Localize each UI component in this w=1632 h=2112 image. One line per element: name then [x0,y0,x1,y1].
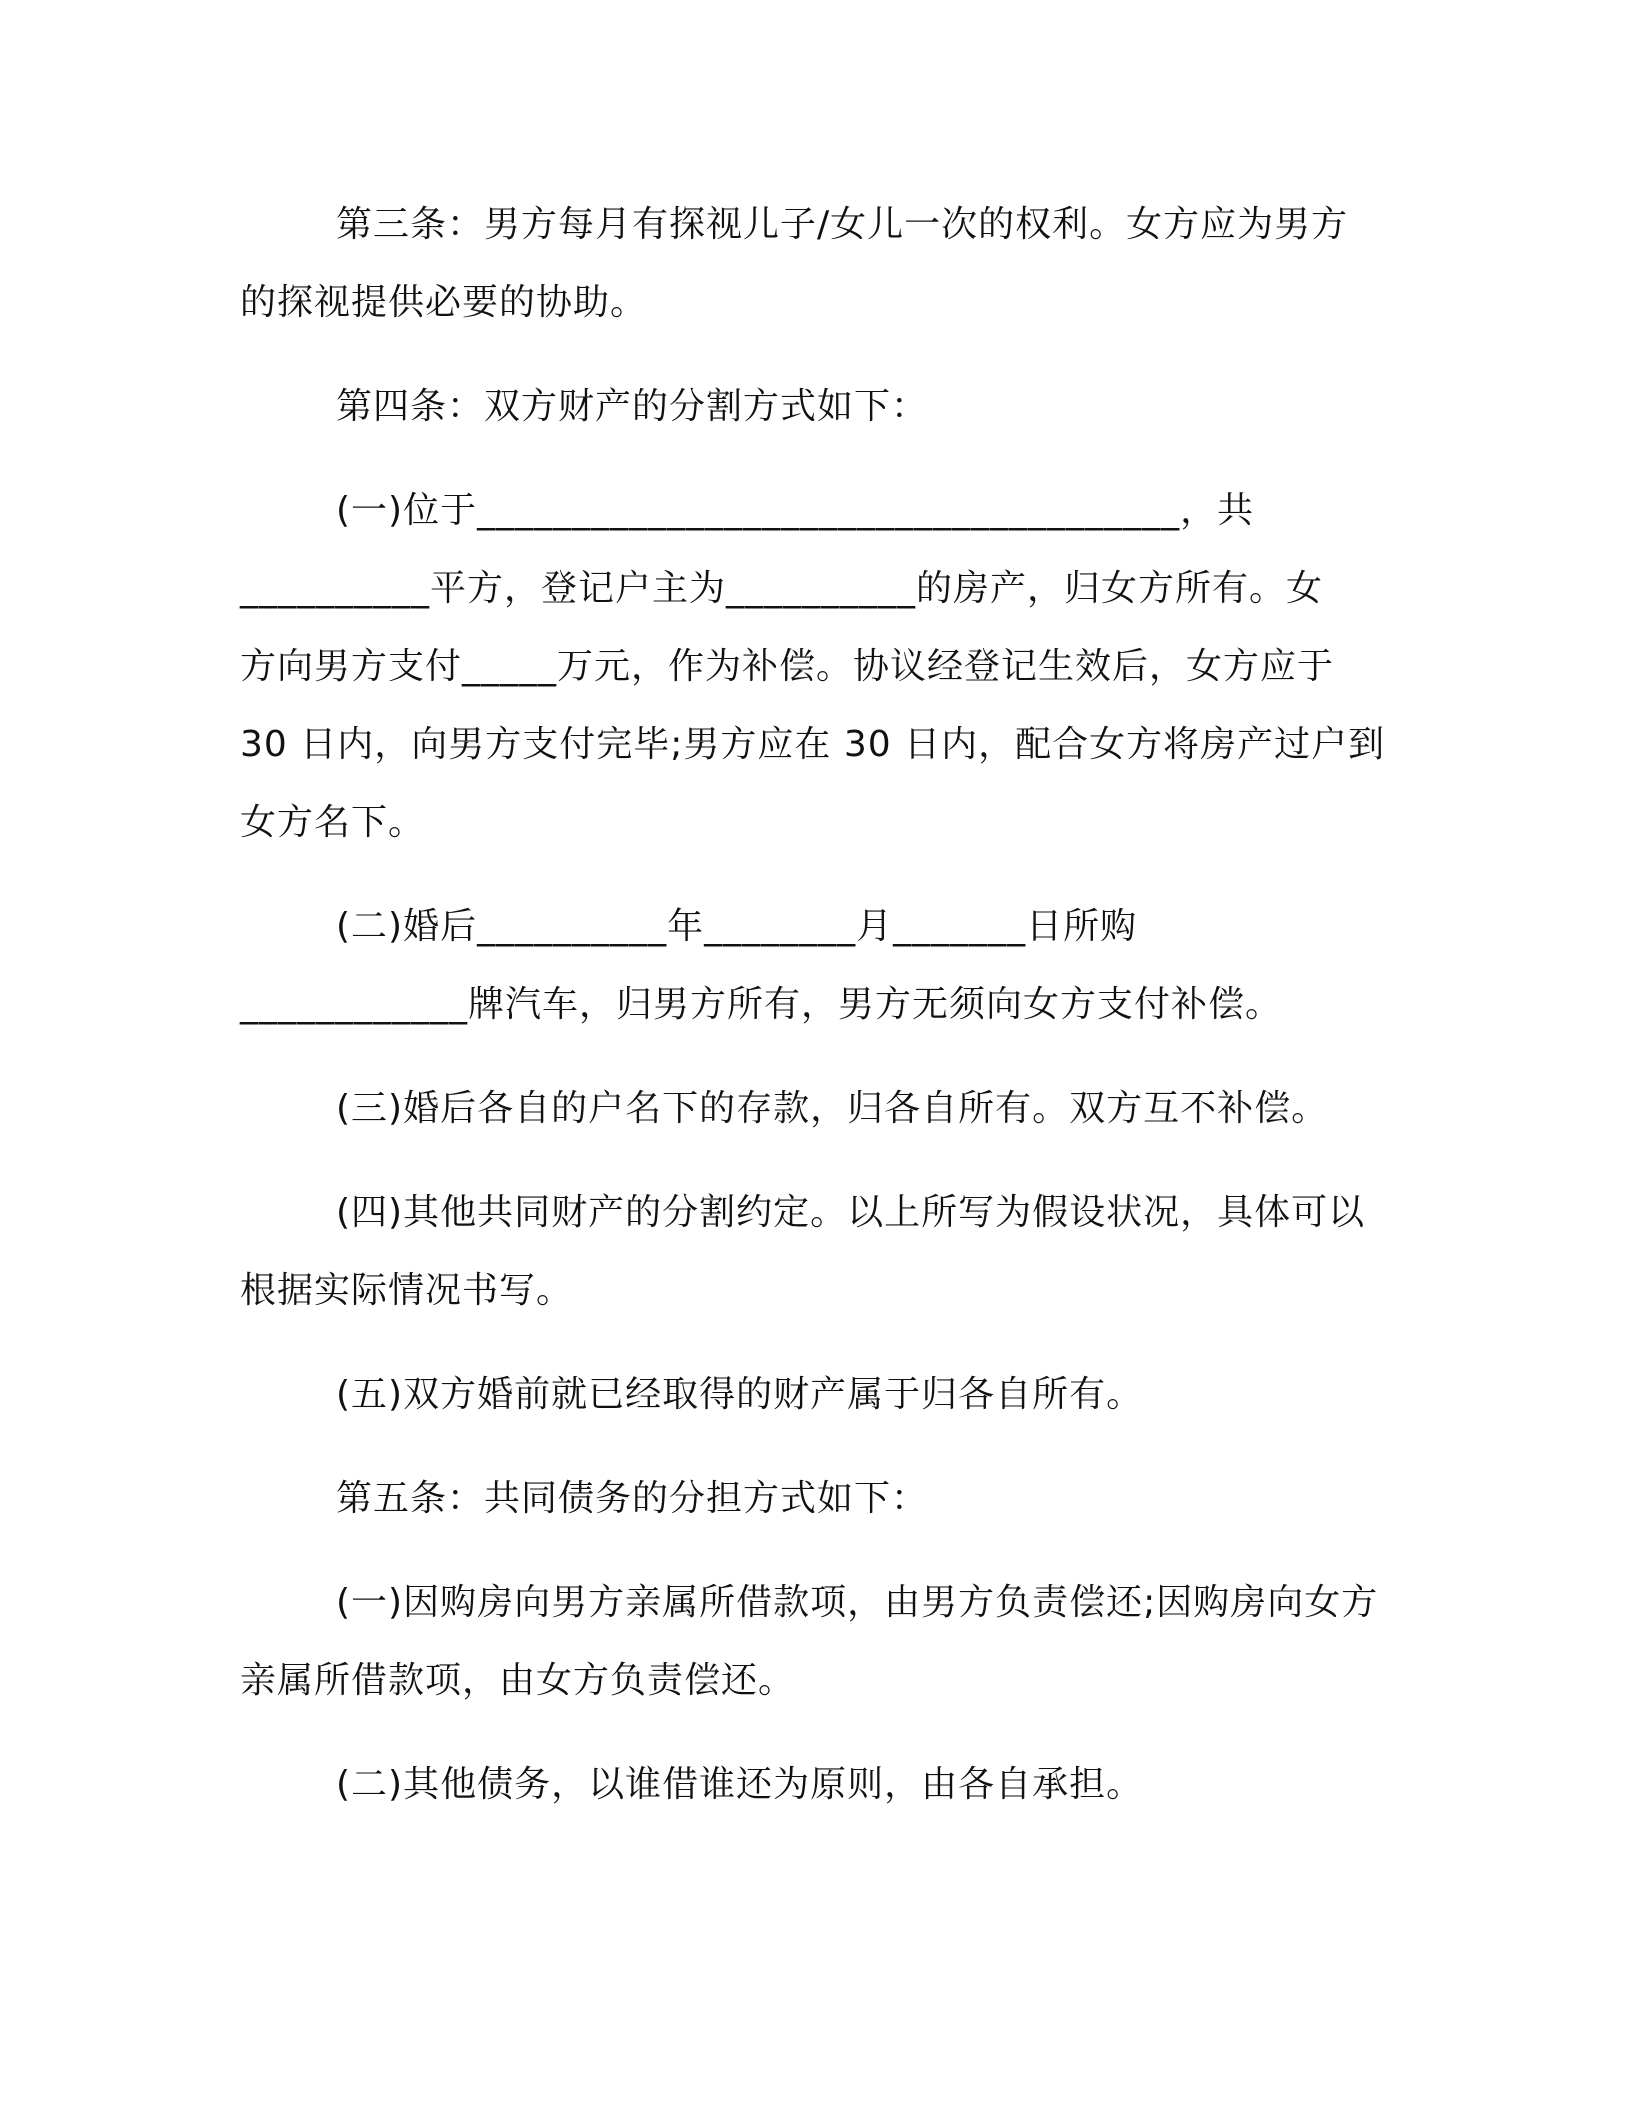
article-4-item-1-line-2: __________平方，登记户主为__________的房产，归女方所有。女 [240,568,1324,609]
article-3-line-1: 第三条：男方每月有探视儿子/女儿一次的权利。女方应为男方 [336,204,1349,245]
article-4-item-5-line-1: (五)双方婚前就已经取得的财产属于归各自所有。 [336,1374,1144,1415]
article-4-item-2-line-2: ____________牌汽车，归男方所有，男方无须向女方支付补偿。 [240,984,1283,1025]
article-3-line-2: 的探视提供必要的协助。 [240,282,648,323]
article-5-item-2-line-1: (二)其他债务，以谁借谁还为原则，由各自承担。 [336,1764,1144,1805]
article-5-item-1-line-1: (一)因购房向男方亲属所借款项，由男方负责偿还;因购房向女方 [336,1582,1379,1623]
document-body [240,186,1386,1824]
article-4-item-1-line-5: 女方名下。 [240,802,426,843]
article-4-item-3-line-1: (三)婚后各自的户名下的存款，归各自所有。双方互不补偿。 [336,1088,1329,1129]
article-4-item-1-line-1: (一)位于_____________________________________，共 [336,490,1255,531]
article-5-heading: 第五条：共同债务的分担方式如下： [336,1478,929,1519]
article-4-item-4-line-1: (四)其他共同财产的分割约定。以上所写为假设状况，具体可以 [336,1192,1366,1233]
article-4-item-1-line-3: 方向男方支付_____万元，作为补偿。协议经登记生效后，女方应于 [240,646,1335,687]
article-4-item-4-line-2: 根据实际情况书写。 [240,1270,574,1311]
article-5-item-1-line-2: 亲属所借款项，由女方负责偿还。 [240,1660,796,1701]
article-4-item-2-line-1: (二)婚后__________年________月_______日所购 [336,906,1138,947]
article-4-heading: 第四条：双方财产的分割方式如下： [336,386,929,427]
article-4-item-1-line-4: 30 日内，向男方支付完毕;男方应在 30 日内，配合女方将房产过户到 [240,724,1386,765]
